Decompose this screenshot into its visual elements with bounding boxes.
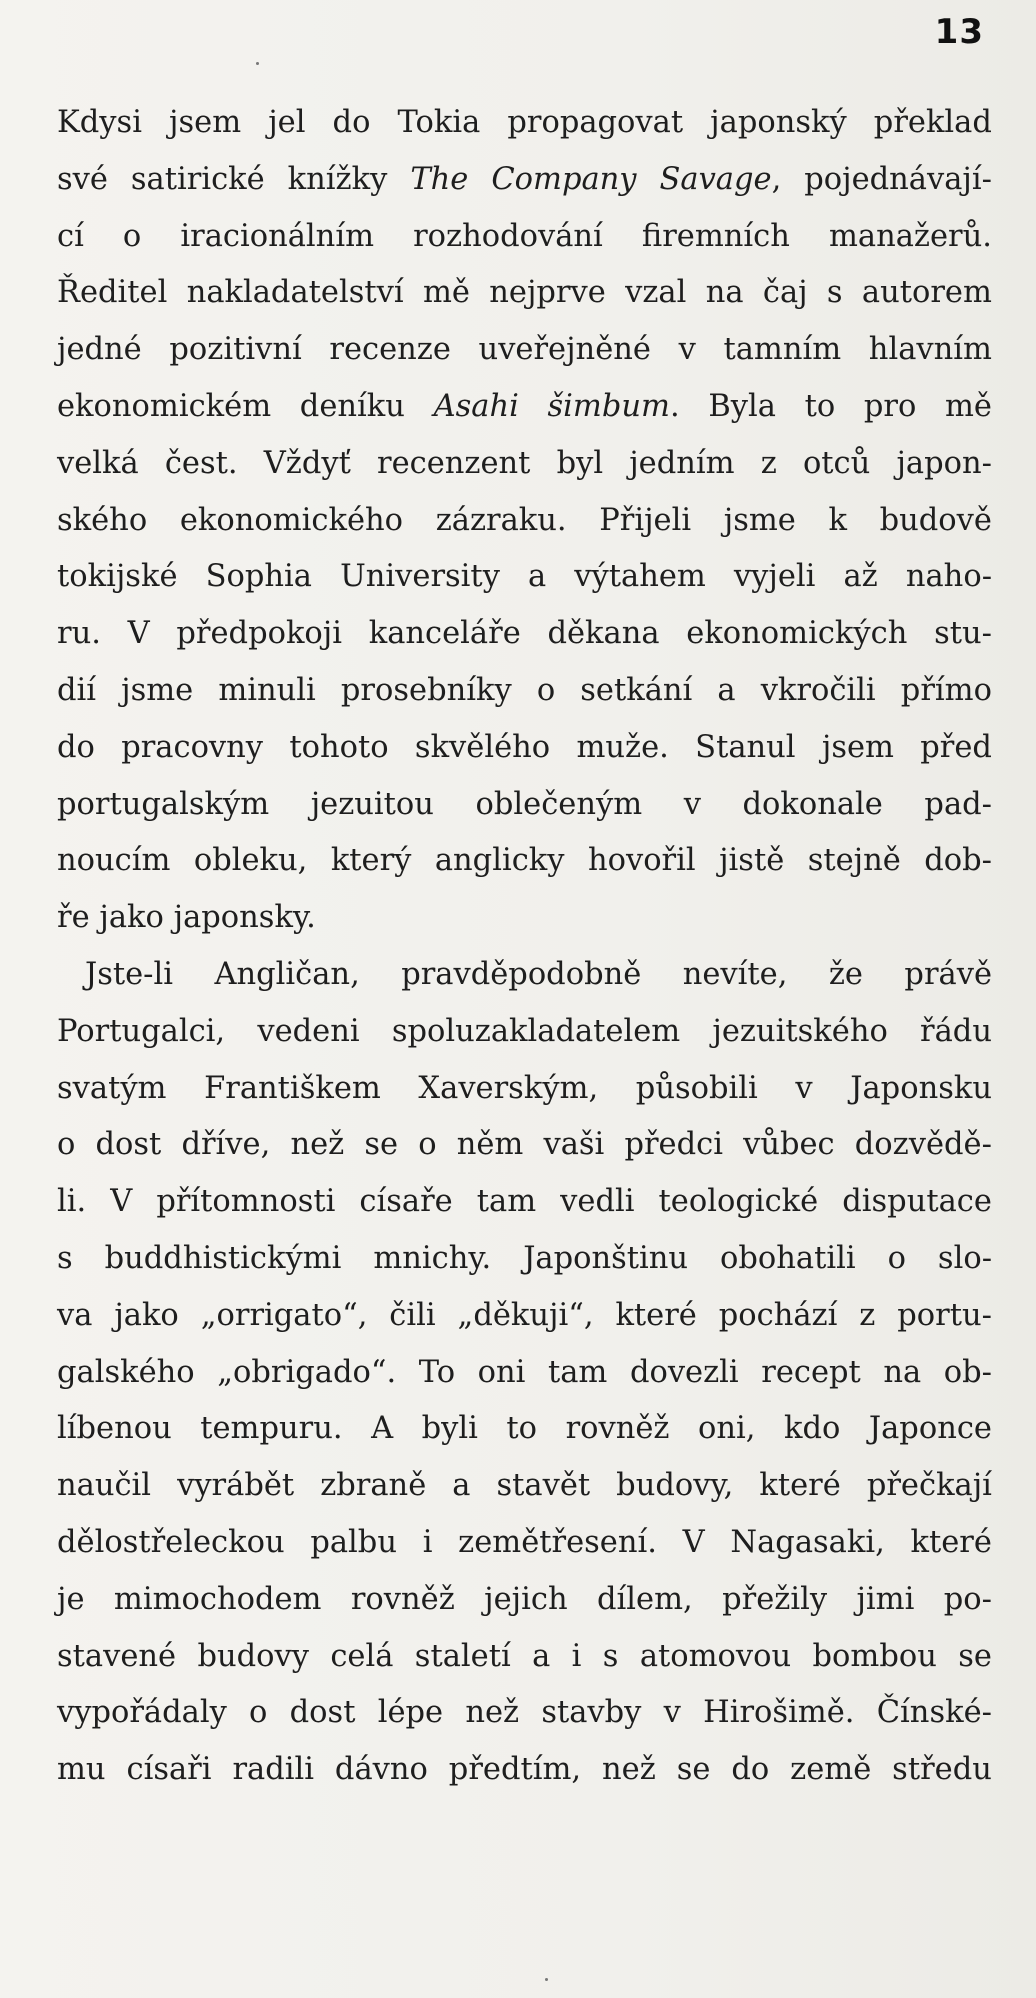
text-line: velká čest. Vždyť recenzent byl jedním z otců japon- bbox=[57, 445, 992, 481]
text-line: dií jsme minuli prosebníky o setkání a vkročili přímo bbox=[57, 672, 992, 708]
text-line: je mimochodem rovněž jejich dílem, přežily jimi po- bbox=[57, 1581, 992, 1617]
text-line: cí o iracionálním rozhodování firemních manažerů. bbox=[57, 218, 992, 254]
text-line: naučil vyrábět zbraně a stavět budovy, které přečkají bbox=[57, 1468, 992, 1504]
text-line: dělostřeleckou palbu i zemětřesení. V Nagasaki, které bbox=[57, 1524, 992, 1560]
text-line: Ředitel nakladatelství mě nejprve vzal na čaj s autorem bbox=[57, 275, 992, 311]
text-line: portugalským jezuitou oblečeným v dokonale pad- bbox=[57, 786, 992, 822]
text-line: galského „obrigado“. To oni tam dovezli recept na ob- bbox=[57, 1354, 992, 1390]
text-line: va jako „orrigato“, čili „děkuji“, které pochází z portu- bbox=[57, 1297, 992, 1333]
text-line: o dost dříve, než se o něm vaši předci vůbec dozvědě- bbox=[57, 1127, 992, 1163]
text-line: své satirické knížky The Company Savage, pojednávají- bbox=[57, 161, 992, 197]
text-line: jedné pozitivní recenze uveřejněné v tamním hlavním bbox=[57, 332, 992, 368]
text-line: mu císaři radili dávno předtím, než se do země středu bbox=[57, 1752, 992, 1788]
text-line: ru. V předpokoji kanceláře děkana ekonomických stu- bbox=[57, 616, 992, 652]
text-line: do pracovny tohoto skvělého muže. Stanul jsem před bbox=[57, 729, 992, 765]
body-text bbox=[57, 95, 992, 1799]
text-line: Kdysi jsem jel do Tokia propagovat japonský překlad bbox=[57, 105, 992, 140]
text-line: tokijské Sophia University a výtahem vyjeli až naho- bbox=[57, 559, 992, 595]
text-line: s buddhistickými mnichy. Japonštinu obohatili o slo- bbox=[57, 1240, 992, 1276]
text-line: ře jako japonsky. bbox=[57, 900, 316, 936]
text-line: noucím obleku, který anglicky hovořil jistě stejně dob- bbox=[57, 843, 992, 879]
text-line: ského ekonomického zázraku. Přijeli jsme k budově bbox=[57, 502, 992, 538]
text-line: Portugalci, vedeni spoluzakladatelem jezuitského řádu bbox=[57, 1013, 992, 1049]
text-line: líbenou tempuru. A byli to rovněž oni, kdo Japonce bbox=[57, 1411, 992, 1447]
text-line: ekonomickém deníku Asahi šimbum. Byla to pro mě bbox=[57, 388, 992, 424]
paragraph bbox=[57, 947, 992, 1799]
paper-speck bbox=[545, 1978, 548, 1981]
text-line: stavené budovy celá staletí a i s atomovou bombou se bbox=[57, 1638, 992, 1674]
paragraph bbox=[57, 95, 992, 947]
text-line: svatým Františkem Xaverským, působili v Japonsku bbox=[57, 1070, 992, 1106]
text-line: vypořádaly o dost lépe než stavby v Hirošimě. Čínské- bbox=[57, 1695, 992, 1731]
page-number: 13 bbox=[934, 12, 984, 52]
text-line: li. V přítomnosti císaře tam vedli teologické disputace bbox=[57, 1184, 992, 1220]
text-line: Jste-li Angličan, pravděpodobně nevíte, že právě bbox=[85, 956, 992, 992]
paper-speck bbox=[256, 62, 259, 65]
